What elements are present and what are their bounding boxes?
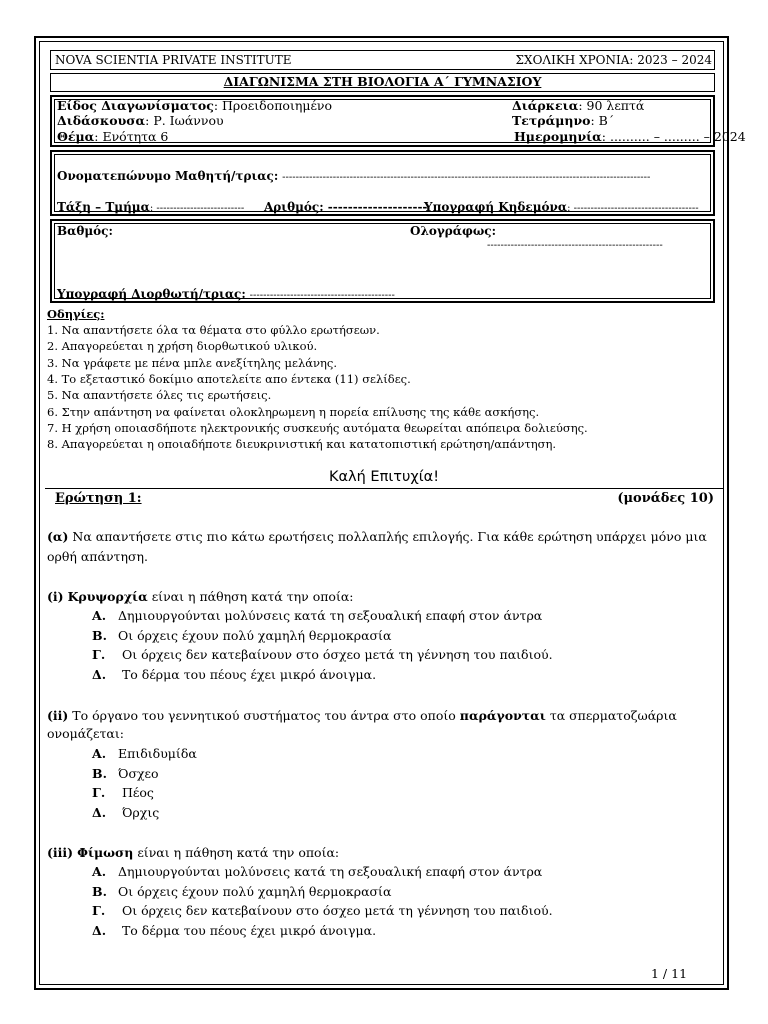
instruction-item: 1. Να απαντήσετε όλα τα θέματα στο φύλλο ερωτήσεων. [47,323,380,337]
option-item[interactable] [92,902,553,920]
instruction-item: 5. Να απαντήσετε όλες τις ερωτήσεις. [47,388,272,403]
instruction-item: 8. Απαγορεύεται η οποιαδήποτε διευκρινιστική και κατατοπιστική ερώτηση/απάντηση. [47,437,556,452]
divider [45,488,723,489]
option-text: Οι όρχεις δεν κατεβαίνουν στο όσχεο μετά τη γέννηση του παιδιού. [118,903,553,918]
option-item[interactable] [92,804,159,822]
option-letter: Δ. [92,666,107,682]
part-a-instruction-cont: ορθή απάντηση. [47,549,148,564]
subquestion-ii: (ii) Το όργανο του γεννητικού συστήματος του άντρα στο οποίο παράγονται τα σπερματοζωάρια [47,708,677,723]
option-text: Όρχις [118,804,160,820]
instruction-item: 6. Στην απάντηση να φαίνεται ολοκληρωμενη η πορεία επίλυσης της κάθε ασκήσης. [47,404,540,419]
good-luck: Καλή Επιτυχία! [328,469,440,485]
option-item[interactable] [92,607,542,625]
option-item[interactable] [92,922,376,940]
option-item[interactable] [92,883,391,901]
duration: Διάρκεια: 90 λεπτά [512,98,645,113]
option-letter: Δ. [92,922,107,938]
question-title: Ερώτηση 1: [55,491,142,506]
corrector-signature-field[interactable]: Υπογραφή Διορθωτή/τριας: ------------------------------------------- [57,287,395,301]
option-text: Το δέρμα του πέους έχει μικρό άνοιγμα. [118,922,377,938]
option-letter: Γ. [92,903,106,918]
instruction-item: 7. Η χρήση οποιασδήποτε ηλεκτρονικής συσκευής αυτόματα θεωρείται απόπειρα δολιεύσης. [47,420,588,435]
option-letter: Α. [92,608,107,623]
option-letter: Β. [92,765,107,781]
option-text: Οι όρχεις δεν κατεβαίνουν στο όσχεο μετά τη γέννηση του παιδιού. [118,647,553,662]
grade-in-words-label: Ολογράφως: [410,224,497,238]
subquestion-iii: (iii) Φίμωση είναι η πάθηση κατά την οποία: [47,845,340,860]
option-item[interactable] [92,627,391,645]
school-name: NOVA SCIENTIA PRIVATE INSTITUTE [55,53,292,67]
exam-type: Είδος Διαγωνίσματος: Προειδοποιημένο [57,98,333,113]
option-text: Δημιουργούνται μολύνσεις κατά τη σεξουαλική επαφή στον άντρα [118,608,543,623]
option-item[interactable] [92,863,542,881]
class-section-field[interactable]: Τάξη – Τμήμα: -------------------------- [57,200,245,214]
option-item[interactable] [92,745,197,763]
option-text: Οι όρχεις έχουν πολύ χαμηλή θερμοκρασία [118,627,392,643]
option-text: Επιδιδυμίδα [118,746,197,761]
student-number-field[interactable]: Αριθμός: -------------------- [264,200,428,214]
subquestion-i: (i) Κρυψορχία είναι η πάθηση κατά την οποία: [47,589,354,604]
option-letter: Α. [92,746,107,761]
option-letter: Δ. [92,804,107,820]
option-item[interactable] [92,784,154,802]
option-item[interactable] [92,666,376,684]
subquestion-ii-cont: ονομάζεται: [47,726,124,741]
option-letter: Β. [92,627,107,643]
topic: Θέμα: Ενότητα 6 [57,129,169,144]
grade-in-words-line[interactable]: ---------------------------------------------------- [487,240,663,251]
option-letter: Γ. [92,785,106,800]
teacher: Διδάσκουσα: Ρ. Ιωάννου [57,113,224,128]
student-name-field[interactable]: Ονοματεπώνυμο Μαθητή/τριας: ------------------------------------------------------------------------------------------------------------- [57,169,651,183]
instruction-item: 3. Να γράφετε με πένα μπλε ανεξίτηλης μελάνης. [47,355,337,370]
option-text: Οι όρχεις έχουν πολύ χαμηλή θερμοκρασία [118,883,392,899]
option-item[interactable] [92,765,159,783]
grade-label: Βαθμός: [57,224,113,238]
parent-signature-field[interactable]: Υπογραφή Κηδεμόνα: ------------------------------------- [424,200,699,214]
option-text: Όσχεο [118,765,159,781]
term: Τετράμηνο: Β΄ [512,113,615,128]
question-points: (μονάδες 10) [617,491,714,506]
option-text: Δημιουργούνται μολύνσεις κατά τη σεξουαλική επαφή στον άντρα [118,864,543,879]
option-letter: Α. [92,864,107,879]
option-letter: Γ. [92,647,106,662]
exam-date: Ημερομηνία: .......... – ......... – 2024 [514,129,746,144]
school-year: ΣΧΟΛΙΚΗ ΧΡΟΝΙΑ: 2023 – 2024 [515,53,712,67]
instruction-item: 4. Το εξεταστικό δοκίμιο αποτελείτε απο έντεκα (11) σελίδες. [47,371,411,386]
page-number: 1 / 11 [651,966,688,981]
part-a-instruction: (α) Να απαντήσετε στις πιο κάτω ερωτήσεις πολλαπλής επιλογής. Για κάθε ερώτηση υπάρχει μόνο μια [47,529,707,544]
exam-title: ΔΙΑΓΩΝΙΣΜΑ ΣΤΗ ΒΙΟΛΟΓΙΑ Α΄ ΓΥΜΝΑΣΙΟΥ [223,74,542,89]
instruction-item: 2. Απαγορεύεται η χρήση διορθωτικού υλικού. [47,339,318,354]
option-item[interactable] [92,646,553,664]
option-text: Πέος [118,785,154,800]
instructions-title: Οδηγίες: [47,307,105,321]
option-text: Το δέρμα του πέους έχει μικρό άνοιγμα. [118,666,377,682]
option-letter: Β. [92,883,107,899]
